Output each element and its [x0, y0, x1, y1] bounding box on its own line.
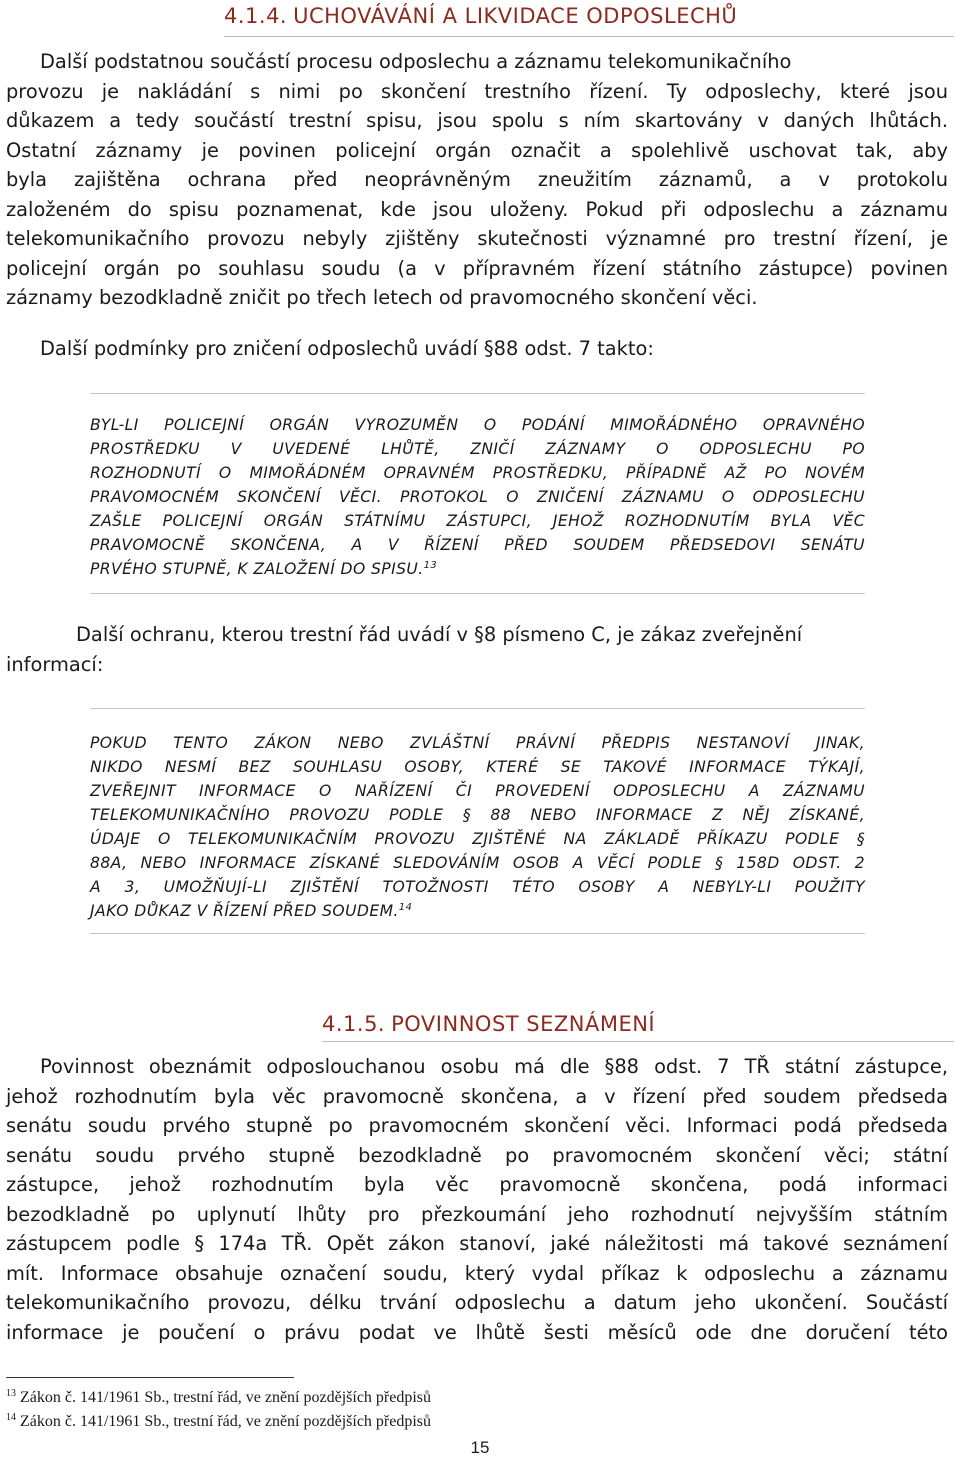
- text-line: zástupce, jehož rozhodnutím byla věc pravomocně skončena, podá informaci: [6, 1173, 948, 1196]
- footnote-ref: 14: [398, 901, 413, 913]
- quote-line: [90, 557, 865, 581]
- quote-line: POKUD TENTO ZÁKON NEBO ZVLÁŠTNÍ PRÁVNÍ PŘEDPIS NESTANOVÍ JINAK,: [90, 734, 865, 752]
- section-heading-4-1-5: [322, 1012, 655, 1036]
- footnote-text: Zákon č. 141/1961 Sb., trestní řád, ve znění pozdějších předpisů: [20, 1413, 432, 1430]
- text-line: záznamy bezodkladně zničit po třech letech od pravomocného skončení věci.: [6, 286, 758, 309]
- paragraph-conditions-intro: [6, 334, 948, 364]
- section-number: 4.1.4.: [224, 4, 288, 28]
- quote-line: PRAVOMOCNĚ SKONČENA, A V ŘÍZENÍ PŘED SOUDEM PŘEDSEDOVI SENÁTU: [90, 536, 865, 554]
- paragraph-storage: [6, 47, 948, 313]
- quote-88-odst-7: [90, 413, 865, 581]
- quote-line: ÚDAJE O TELEKOMUNIKAČNÍM PROVOZU ZJIŠTĚNÉ NA ZÁKLADĚ PŘÍKAZU PODLE §: [90, 830, 865, 848]
- quote-line: ZVEŘEJNIT INFORMACE O NAŘÍZENÍ ČI PROVEDENÍ ODPOSLECHU A ZÁZNAMU: [90, 782, 865, 800]
- footnote: [6, 1412, 431, 1432]
- quote-line-text: JAKO DŮKAZ V ŘÍZENÍ PŘED SOUDEM.: [90, 902, 399, 920]
- paragraph-notification: [6, 1052, 948, 1347]
- quote-rule-bottom: [90, 933, 865, 934]
- quote-8-pismeno-c: [90, 731, 865, 923]
- quote-line: 88A, NEBO INFORMACE ZÍSKANÉ SLEDOVÁNÍM OSOB A VĚCÍ PODLE § 158D ODST. 2: [90, 854, 865, 872]
- text-line: telekomunikačního provozu, délku trvání odposlechu a datum jeho ukončení. Součástí: [6, 1291, 948, 1314]
- section-title: POVINNOST SEZNÁMENÍ: [391, 1012, 656, 1036]
- text-line: Další podstatnou součástí procesu odposlechu a záznamu telekomunikačního: [40, 50, 792, 73]
- section-number: 4.1.5.: [322, 1012, 386, 1036]
- text-line: senátu soudu prvého stupně bezodkladně po pravomocném skončení věci; státní: [6, 1143, 948, 1167]
- text-line: Další podmínky pro zničení odposlechů uvádí §88 odst. 7 takto:: [40, 337, 654, 360]
- text-line: založeném do spisu poznamenat, kde jsou uloženy. Pokud při odposlechu a záznamu: [6, 197, 948, 221]
- quote-line-text: PRVÉHO STUPNĚ, K ZALOŽENÍ DO SPISU.: [90, 560, 424, 578]
- text-line: informace je poučení o právu podat ve lhůtě šesti měsíců ode dne doručení této: [6, 1320, 948, 1344]
- text-line: Ostatní záznamy je povinen policejní orgán označit a spolehlivě uschovat tak, aby: [6, 138, 948, 162]
- text-line: telekomunikačního provozu nebyly zjištěny skutečnosti významné pro trestní řízení, je: [6, 227, 948, 250]
- quote-line: BYL-LI POLICEJNÍ ORGÁN VYROZUMĚN O PODÁNÍ MIMOŘÁDNÉHO OPRAVNÉHO: [90, 416, 865, 434]
- section-heading-4-1-4: [224, 4, 737, 28]
- page-number: 15: [470, 1438, 490, 1457]
- quote-line: ROZHODNUTÍ O MIMOŘÁDNÉM OPRAVNÉM PROSTŘEDKU, PŘÍPADNĚ AŽ PO NOVÉM: [90, 464, 865, 482]
- text-line: senátu soudu prvého stupně po pravomocném skončení věci. Informaci podá předseda: [6, 1114, 948, 1137]
- text-line: provozu je nakládání s nimi po skončení trestního řízení. Ty odposlechy, které jsou: [6, 79, 948, 103]
- footnote-number: 14: [6, 1412, 16, 1423]
- quote-rule-bottom: [90, 593, 865, 594]
- footnote: [6, 1388, 431, 1408]
- text-line: Povinnost obeznámit odposlouchanou osobu má dle §88 odst. 7 TŘ státní zástupce,: [40, 1055, 948, 1078]
- paragraph-publication-ban: [6, 620, 948, 679]
- quote-line: TELEKOMUNIKAČNÍHO PROVOZU PODLE § 88 NEBO INFORMACE Z NĚJ ZÍSKANÉ,: [90, 806, 865, 824]
- quote-line: NIKDO NESMÍ BEZ SOUHLASU OSOBY, KTERÉ SE TAKOVÉ INFORMACE TÝKAJÍ,: [90, 758, 865, 776]
- footnote-number: 13: [6, 1388, 16, 1399]
- text-line: informací:: [6, 652, 104, 676]
- text-line: důkazem a tedy součástí trestní spisu, jsou spolu s ním skartovány v daných lhůtách.: [6, 109, 948, 132]
- quote-line: ZAŠLE POLICEJNÍ ORGÁN STÁTNÍMU ZÁSTUPCI, JEHOŽ ROZHODNUTÍM BYLA VĚC: [90, 512, 865, 530]
- footnote-ref: 13: [423, 559, 438, 571]
- quote-line: PRAVOMOCNÉM SKONČENÍ VĚCI. PROTOKOL O ZNIČENÍ ZÁZNAMU O ODPOSLECHU: [90, 488, 865, 506]
- text-line: bezodkladně po uplynutí lhůty pro přezkoumání jeho rozhodnutí nejvyšším státním: [6, 1202, 948, 1226]
- quote-line: [90, 899, 865, 923]
- heading-rule: [224, 36, 954, 37]
- footnote-separator: [6, 1377, 294, 1378]
- text-line: byla zajištěna ochrana před neoprávněným zneužitím záznamů, a v protokolu: [6, 168, 948, 191]
- quote-line: PROSTŘEDKU V UVEDENÉ LHŮTĚ, ZNIČÍ ZÁZNAMY O ODPOSLECHU PO: [90, 440, 865, 458]
- text-line: jehož rozhodnutím byla věc pravomocně skončena, a v řízení před soudem předseda: [6, 1084, 948, 1108]
- heading-rule: [322, 1041, 954, 1042]
- footnote-text: Zákon č. 141/1961 Sb., trestní řád, ve znění pozdějších předpisů: [20, 1389, 432, 1406]
- quote-rule-top: [90, 393, 865, 394]
- section-title: UCHOVÁVÁNÍ A LIKVIDACE ODPOSLECHŮ: [293, 4, 738, 28]
- quote-line: A 3, UMOŽŇUJÍ-LI ZJIŠTĚNÍ TOTOŽNOSTI TÉTO OSOBY A NEBYLY-LI POUŽITY: [90, 878, 865, 896]
- quote-rule-top: [90, 708, 865, 709]
- text-line: Další ochranu, kterou trestní řád uvádí v §8 písmeno C, je zákaz zveřejnění: [76, 623, 803, 646]
- text-line: policejní orgán po souhlasu soudu (a v přípravném řízení státního zástupce) povinen: [6, 256, 948, 280]
- text-line: zástupcem podle § 174a TŘ. Opět zákon stanoví, jaké náležitosti má takové seznámení: [6, 1232, 948, 1255]
- text-line: mít. Informace obsahuje označení soudu, který vydal příkaz k odposlechu a záznamu: [6, 1261, 948, 1285]
